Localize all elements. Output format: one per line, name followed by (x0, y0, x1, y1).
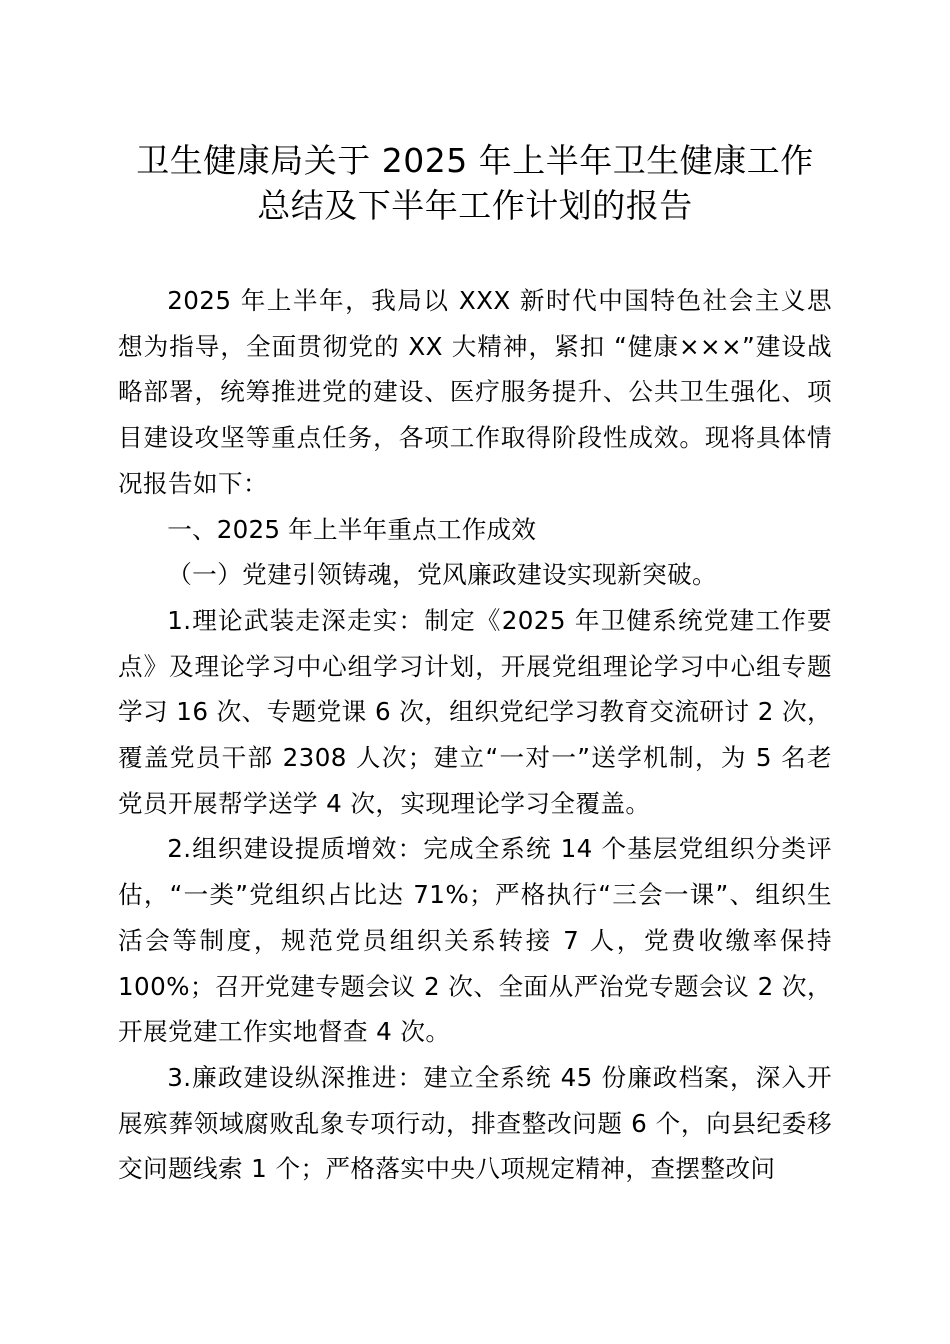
title-line-1: 卫生健康局关于 2025 年上半年卫生健康工作 (136, 141, 814, 180)
intro-paragraph: 2025 年上半年，我局以 XXX 新时代中国特色社会主义思想为指导，全面贯彻党的 XX 大精神，紧扣 “健康×××”建设战略部署，统筹推进党的建设、医疗服务提升、公共卫生强化、项目建设攻坚等重点任务，各项工作取得阶段性成效。现将具体情况报告如下： (118, 286, 832, 498)
section-heading: 一、2025 年上半年重点工作成效 (167, 514, 537, 544)
item-paragraph-3: 3.廉政建设纵深推进：建立全系统 45 份廉政档案，深入开展殡葬领域腐败乱象专项行动，排查整改问题 6 个，向县纪委移交问题线索 1 个；严格落实中央八项规定精神，查摆整改问 (118, 1062, 832, 1184)
item-paragraph-1: 1.理论武装走深走实：制定《2025 年卫健系统党建工作要点》及理论学习中心组学习计划，开展党组理论学习中心组专题学习 16 次、专题党课 6 次，组织党纪学习教育交流研讨 2 次，覆盖党员干部 2308 人次；建立“一对一”送学机制，为 5 名老党员开展帮学送学 4 次，实现理论学习全覆盖。 (118, 605, 832, 818)
document-title (100, 138, 850, 228)
title-line-2: 总结及下半年工作计划的报告 (257, 186, 693, 225)
subsection-heading: （一）党建引领铸魂，党风廉政建设实现新突破。 (167, 560, 718, 590)
item-paragraph-2: 2.组织建设提质增效：完成全系统 14 个基层党组织分类评估，“一类”党组织占比达 71%；严格执行“三会一课”、组织生活会等制度，规范党员组织关系转接 7 人，党费收缴率保持 100%；召开党建专题会议 2 次、全面从严治党专题会议 2 次，开展党建工作实地督查 4 次。 (118, 834, 832, 1047)
document-body (118, 278, 832, 1192)
